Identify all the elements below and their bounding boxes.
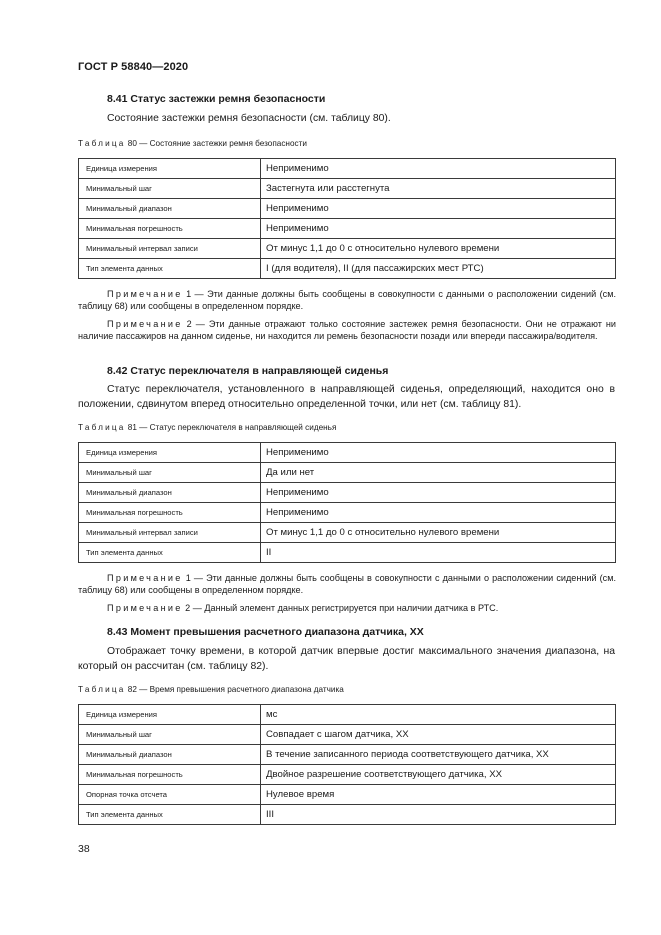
row-label: Опорная точка отсчета bbox=[79, 785, 261, 805]
section-intro-8-41 bbox=[78, 111, 615, 126]
row-value: Неприменимо bbox=[261, 503, 616, 523]
table-row bbox=[79, 463, 616, 483]
section-heading-8-43 bbox=[107, 626, 424, 638]
row-label: Минимальный шаг bbox=[79, 463, 261, 483]
row-value: Двойное разрешение соответствующего датчика, XX bbox=[261, 765, 616, 785]
row-value: Застегнута или расстегнута bbox=[261, 179, 616, 199]
row-label: Минимальный интервал записи bbox=[79, 523, 261, 543]
row-value: От минус 1,1 до 0 с относительно нулевого времени bbox=[261, 523, 616, 543]
caption-text: 80 — Состояние застежки ремня безопасности bbox=[125, 139, 307, 148]
row-value: III bbox=[261, 805, 616, 825]
caption-word: Таблица bbox=[78, 423, 126, 432]
row-label: Минимальный диапазон bbox=[79, 199, 261, 219]
table-row bbox=[79, 745, 616, 765]
row-label: Тип элемента данных bbox=[79, 543, 261, 563]
table-row bbox=[79, 219, 616, 239]
section-heading-8-42: 8.42 Статус переключателя в направляющей сиденья bbox=[107, 365, 389, 377]
table-row bbox=[79, 785, 616, 805]
table-caption-80 bbox=[78, 139, 307, 148]
note-word: Примечание bbox=[107, 289, 183, 299]
table-row bbox=[79, 725, 616, 745]
table-row bbox=[79, 503, 616, 523]
row-value: Нулевое время bbox=[261, 785, 616, 805]
table-row bbox=[79, 805, 616, 825]
page-number: 38 bbox=[78, 843, 90, 855]
note-text: 2 — Эти данные отражают только состояние застежек ремня безопасности. Они не отражают ни наличие пассажиров на данном сиденье, ни находится ли ремень безопасности позади или впереди пассажира/водителя. bbox=[78, 319, 616, 341]
note-81-2 bbox=[78, 602, 616, 614]
row-value: II bbox=[261, 543, 616, 563]
row-value: I (для водителя), II (для пассажирских мест РТС) bbox=[261, 259, 616, 279]
row-value: Да или нет bbox=[261, 463, 616, 483]
note-80-1 bbox=[78, 288, 616, 312]
table-row bbox=[79, 259, 616, 279]
note-text: 1 — Эти данные должны быть сообщены в совокупности с данными о расположении сиденний (см. таблицу 68) или сообщены в определенном порядке. bbox=[78, 573, 616, 595]
row-label: Тип элемента данных bbox=[79, 259, 261, 279]
row-label: Минимальный интервал записи bbox=[79, 239, 261, 259]
row-value: Неприменимо bbox=[261, 219, 616, 239]
note-word: Примечание bbox=[107, 603, 183, 613]
note-80-2 bbox=[78, 318, 616, 342]
table-row bbox=[79, 159, 616, 179]
table-caption-81 bbox=[78, 423, 336, 432]
note-81-1 bbox=[78, 572, 616, 596]
table-82 bbox=[78, 704, 616, 825]
table-row bbox=[79, 523, 616, 543]
table-caption-82 bbox=[78, 685, 344, 694]
row-value: Неприменимо bbox=[261, 483, 616, 503]
intro-text: Отображает точку времени, в которой датчик впервые достиг максимального значения диапазона, на который он рассчитан (см. таблицу 82). bbox=[78, 646, 615, 672]
table-row bbox=[79, 543, 616, 563]
row-label: Единица измерения bbox=[79, 443, 261, 463]
row-label: Минимальный шаг bbox=[79, 725, 261, 745]
caption-text: 81 — Статус переключателя в направляющей сиденья bbox=[125, 423, 337, 432]
section-heading-8-41: 8.41 Статус застежки ремня безопасности bbox=[107, 93, 326, 105]
section-intro-8-43 bbox=[78, 644, 615, 674]
note-text: 1 — Эти данные должны быть сообщены в совокупности с данными о расположении сидений (см. таблицу 68) или сообщены в определенном порядке. bbox=[78, 289, 616, 311]
heading-text: 8.43 Момент превышения расчетного диапазона датчика, XX bbox=[107, 626, 424, 638]
row-value: Совпадает с шагом датчика, XX bbox=[261, 725, 616, 745]
caption-word: Таблица bbox=[78, 139, 126, 148]
caption-word: Таблица bbox=[78, 685, 126, 694]
row-label: Единица измерения bbox=[79, 705, 261, 725]
table-row bbox=[79, 705, 616, 725]
standard-header: ГОСТ Р 58840—2020 bbox=[78, 61, 189, 73]
row-label: Минимальная погрешность bbox=[79, 503, 261, 523]
row-label: Тип элемента данных bbox=[79, 805, 261, 825]
table-row bbox=[79, 239, 616, 259]
row-value: Неприменимо bbox=[261, 443, 616, 463]
row-value: Неприменимо bbox=[261, 199, 616, 219]
section-intro-8-42 bbox=[78, 382, 615, 412]
row-value: мс bbox=[261, 705, 616, 725]
note-text: 2 — Данный элемент данных регистрируется при наличии датчика в РТС. bbox=[182, 603, 499, 613]
intro-text: Состояние застежки ремня безопасности (см. таблицу 80). bbox=[107, 113, 391, 124]
table-row bbox=[79, 179, 616, 199]
caption-text: 82 — Время превышения расчетного диапазона датчика bbox=[125, 685, 344, 694]
row-value: Неприменимо bbox=[261, 159, 616, 179]
row-label: Минимальный шаг bbox=[79, 179, 261, 199]
table-row bbox=[79, 483, 616, 503]
row-value: В течение записанного периода соответствующего датчика, XX bbox=[261, 745, 616, 765]
row-label: Единица измерения bbox=[79, 159, 261, 179]
row-label: Минимальный диапазон bbox=[79, 483, 261, 503]
table-row bbox=[79, 765, 616, 785]
note-word: Примечание bbox=[107, 573, 183, 583]
row-label: Минимальная погрешность bbox=[79, 219, 261, 239]
table-80 bbox=[78, 158, 616, 279]
note-word: Примечание bbox=[107, 319, 183, 329]
row-value: От минус 1,1 до 0 с относительно нулевого времени bbox=[261, 239, 616, 259]
intro-text: Статус переключателя, установленного в направляющей сиденья, определяющий, находится оно в положении, сдвинутом вперед относительно определенной точки, или нет (см. таблицу 81). bbox=[78, 384, 615, 410]
table-row bbox=[79, 443, 616, 463]
row-label: Минимальная погрешность bbox=[79, 765, 261, 785]
row-label: Минимальный диапазон bbox=[79, 745, 261, 765]
table-row bbox=[79, 199, 616, 219]
table-81 bbox=[78, 442, 616, 563]
